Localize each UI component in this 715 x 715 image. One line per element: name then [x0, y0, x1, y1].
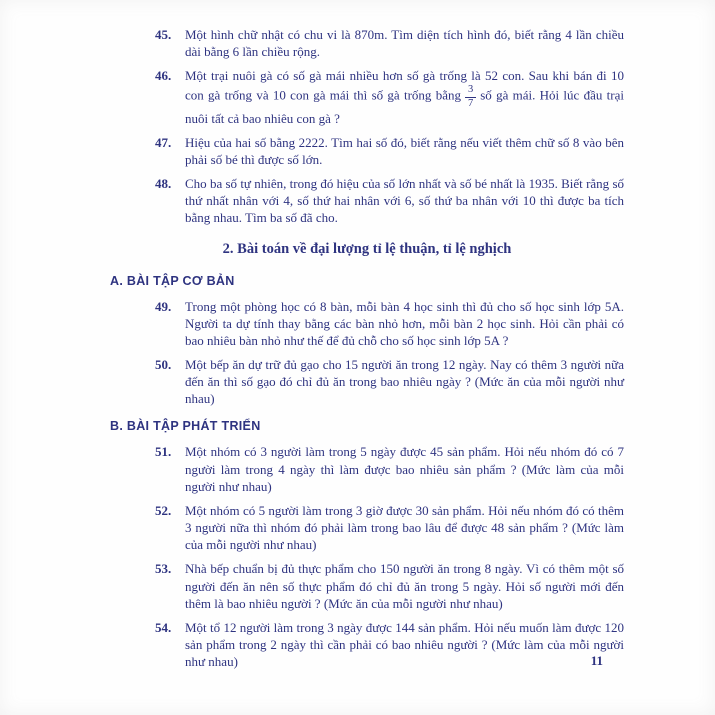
problem-46 [155, 67, 624, 126]
problem-50 [155, 356, 624, 407]
problem-number: 54. [155, 619, 172, 635]
problem-number: 51. [155, 444, 172, 460]
problem-47 [155, 134, 624, 168]
problem-number: 50. [155, 357, 172, 372]
problem-number: 48. [155, 176, 172, 192]
problem-text: Nhà bếp chuẩn bị đủ thực phẩm cho 150 người ăn trong 8 ngày. Vì có thêm một số người đến ăn nên số thực phẩm đó chỉ đủ ăn trong 5 ngày. Hỏi số người mới đến thêm là bao nhiêu người ? (Mức ăn của mỗi người như nhau) [185, 561, 624, 611]
subsection-heading-a: A. BÀI TẬP CƠ BẢN [110, 273, 235, 288]
problems-section-basic [155, 298, 624, 408]
problem-text: Một nhóm có 5 người làm trong 3 giờ được 30 sản phẩm. Hỏi nếu nhóm đó có thêm 3 người nữa thì nhóm đó phải làm trong bao lâu để được 48 sản phẩm ? (Mức làm của mỗi người như nhau) [185, 502, 624, 553]
problem-51 [155, 443, 624, 494]
problem-54 [155, 619, 624, 670]
problems-section-arithmetic [155, 26, 624, 227]
problem-text: Một nhóm có 3 người làm trong 5 ngày được 45 sản phẩm. Hỏi nếu nhóm đó có 7 người làm trong 4 ngày thì làm được bao nhiêu sản phẩm ? (Mức làm của mỗi người như nhau) [185, 444, 624, 494]
problem-45 [155, 26, 624, 60]
problem-number: 49. [155, 298, 172, 314]
problem-48 [155, 175, 624, 226]
problem-text: Cho ba số tự nhiên, trong đó hiệu của số lớn nhất và số bé nhất là 1935. Biết rằng số thứ nhất nhân với 4, số thứ hai nhân với 6, số thứ ba nhân với 10 thì được ba tích bằng nhau. Tìm ba số đã cho. [185, 176, 624, 226]
problem-text: Một bếp ăn dự trữ đủ gạo cho 15 người ăn trong 12 ngày. Nay có thêm 3 người nữa đến ăn thì số gạo đó chỉ đủ ăn trong bao nhiêu ngày ? (Mức ăn của mỗi người như nhau) [185, 357, 624, 407]
subsection-heading-b: B. BÀI TẬP PHÁT TRIỂN [110, 419, 261, 434]
problem-number: 52. [155, 502, 172, 518]
problem-number: 45. [155, 27, 172, 42]
problems-section-advanced [155, 443, 624, 670]
problem-text [185, 67, 624, 126]
fraction-denominator: 7 [467, 97, 474, 109]
problem-number: 53. [155, 561, 172, 577]
problem-text: Một tổ 12 người làm trong 3 ngày được 144 sản phẩm. Hỏi nếu muốn làm được 120 sản phẩm trong 2 ngày thì cần phải có bao nhiêu người ? (Mức làm của mỗi người như nhau) [185, 619, 624, 670]
problem-text-before-fraction: Một trại nuôi gà có số gà mái nhiều hơn số gà trống là 52 con. Sau khi bán đi 10 con gà trống và 10 con gà mái thì số gà trống bằng [185, 68, 624, 104]
problem-text: Hiệu của hai số bằng 2222. Tìm hai số đó, biết rằng nếu viết thêm chữ số 8 vào bên phải số bé thì được số lớn. [185, 134, 624, 167]
problem-text-after-fraction: số gà mái. Hỏi lúc đầu trại nuôi tất cả bao nhiêu con gà ? [185, 88, 624, 126]
problem-text: Trong một phòng học có 8 bàn, mỗi bàn 4 học sinh thì đủ cho số học sinh lớp 5A. Người ta dự tính thay bằng các bàn nhỏ hơn, mỗi bàn 2 học sinh. Hỏi cần phải có bao nhiêu bàn nhỏ như thế để đủ chỗ cho số học sinh lớp 5A ? [185, 298, 624, 348]
page-number: 11 [590, 653, 603, 668]
problem-49 [155, 298, 624, 349]
problem-52 [155, 502, 624, 553]
fraction-numerator: 3 [465, 84, 476, 97]
section-heading: 2. Bài toán về đại lượng tỉ lệ thuận, tỉ lệ nghịch [222, 240, 512, 257]
problem-number: 47. [155, 134, 172, 150]
problem-text: Một hình chữ nhật có chu vi là 870m. Tìm diện tích hình đó, biết rằng 4 lần chiều dài bằng 6 lần chiều rộng. [185, 27, 624, 60]
problem-53 [155, 560, 624, 611]
fraction-three-sevenths [465, 84, 476, 109]
page-content [110, 26, 624, 677]
problem-number: 46. [155, 68, 172, 84]
